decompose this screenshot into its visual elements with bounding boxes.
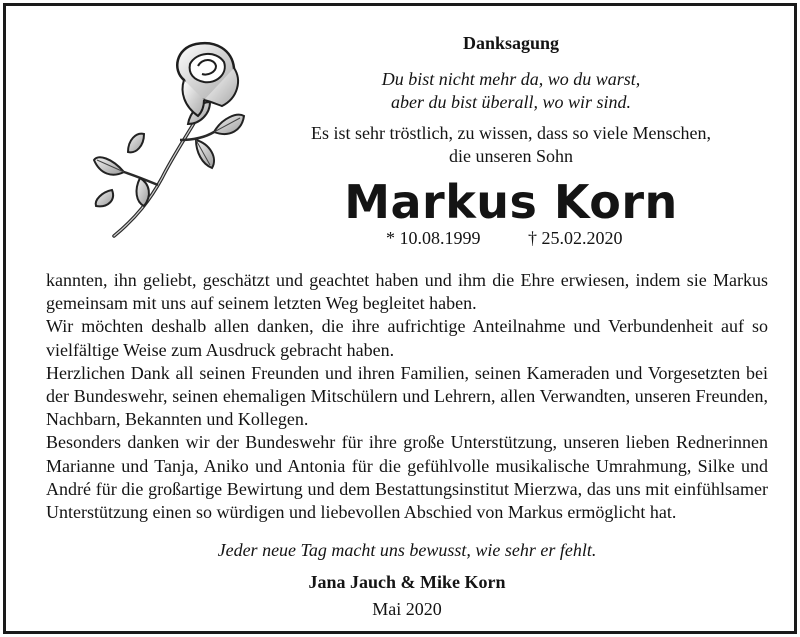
intro-line-2: die unseren Sohn (449, 146, 573, 166)
paragraph: Besonders danken wir der Bundeswehr für ihre große Unterstützung, unseren lieben Rednerinnen Marianne und Tanja, Aniko und Antonia für die gefühlvolle musikalische Umrahmung, Silke und André für die großartige Bewirtung und dem Bestattungsinstitut Mierzwa, das uns mit einfühlsamer Unterstützung einen so würdigen und liebevollen Abschied von Markus ermöglicht hat. (46, 432, 768, 523)
body-text (46, 269, 768, 524)
page-title: Danksagung (462, 33, 560, 53)
quote-line-2: aber du bist überall, wo wir sind. (390, 92, 632, 112)
deceased-name: Markus Korn (344, 175, 678, 229)
footer (46, 539, 768, 620)
rose-icon (92, 40, 252, 240)
birth-date: * 10.08.1999 (386, 228, 481, 248)
life-dates (386, 227, 686, 249)
paragraph: kannten, ihn geliebt, geschätzt und geachtet haben und ihm die Ehre erwiesen, indem sie Markus gemeinsam mit uns auf seinem letzten Weg begleitet haben. (46, 270, 768, 314)
paragraph: Wir möchten deshalb allen danken, die ihre aufrichtige Anteilnahme und Verbundenheit auf so vielfältige Weise zum Ausdruck gebracht haben. (46, 316, 768, 360)
intro-line-1: Es ist sehr tröstlich, zu wissen, dass so viele Menschen, (311, 123, 711, 143)
header (256, 32, 766, 168)
intro (256, 122, 766, 168)
paragraph: Herzlichen Dank all seinen Freunden und ihren Familien, seinen Kameraden und Vorgesetzten bei der Bundeswehr, seinen ehemaligen Mitschülern und Lehrern, allen Verwandten, unseren Freunden, Nachbarn, Bekannten und Kollegen. (46, 362, 768, 430)
date-line: Mai 2020 (372, 599, 442, 619)
quote (256, 68, 766, 114)
closing-line: Jeder neue Tag macht uns bewusst, wie sehr er fehlt. (217, 540, 597, 560)
quote-line-1: Du bist nicht mehr da, wo du warst, (381, 69, 641, 89)
death-date: † 25.02.2020 (528, 228, 623, 248)
signers: Jana Jauch & Mike Korn (308, 572, 506, 592)
obituary-card (3, 3, 797, 634)
